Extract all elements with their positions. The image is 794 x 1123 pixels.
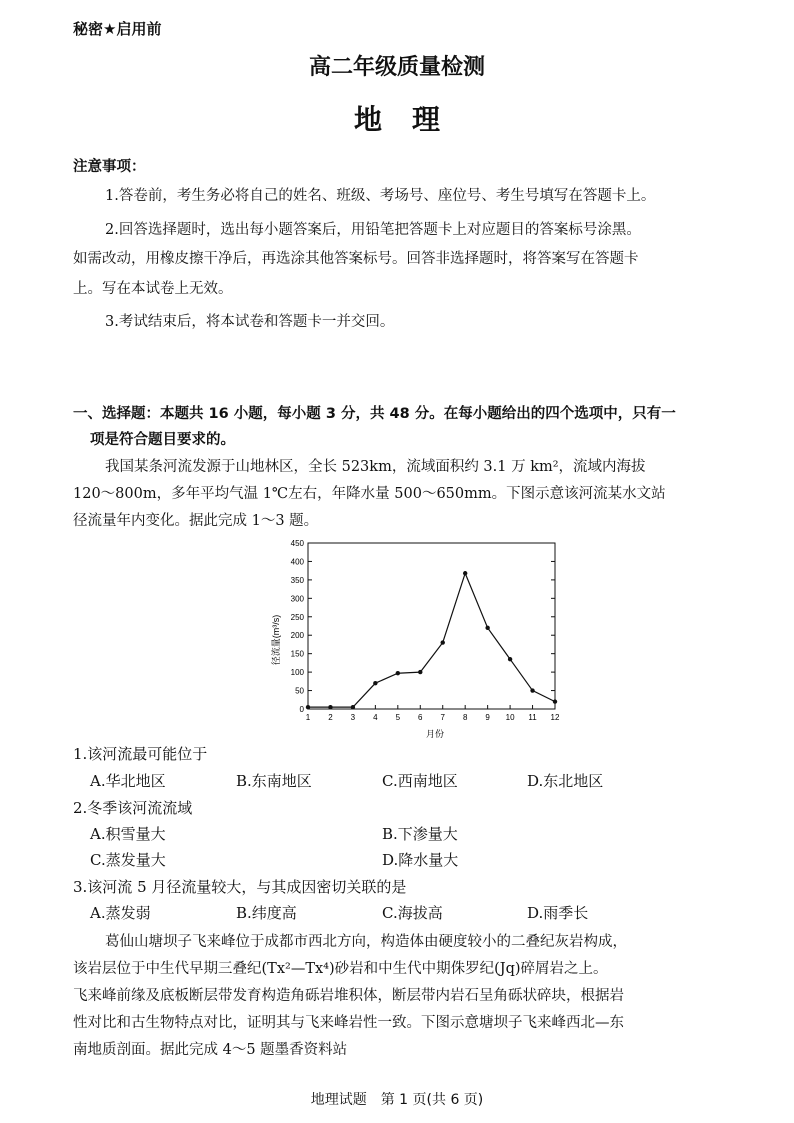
passage1-line-2: 120～800m，多年平均气温 1℃左右，年降水量 500～650mm。下图示意该河流某水文站 (73, 486, 666, 502)
runoff-data-point (553, 699, 557, 703)
y-tick-label: 100 (290, 668, 304, 678)
passage2-line-5: 南地质剖面。据此完成 4～5 题墨香资料站 (73, 1042, 348, 1058)
q3-option-a: A.蒸发弱 (90, 904, 151, 922)
chart-frame (308, 543, 555, 709)
section-heading-line-2: 项是符合题目要求的。 (90, 432, 235, 448)
runoff-data-point (508, 657, 512, 661)
passage2-line-3: 飞来峰前缘及底板断层带发育构造角砾岩堆积体，断层带内岩石呈角砾状碎块，根据岩 (73, 988, 624, 1004)
runoff-data-point (441, 640, 445, 644)
q3-option-b: B.纬度高 (236, 904, 297, 922)
x-tick-label: 10 (505, 713, 515, 722)
runoff-data-point (306, 705, 310, 709)
q3-option-c: C.海拔高 (382, 904, 443, 922)
x-tick-label: 5 (395, 713, 401, 722)
subject-title: 地理 (353, 103, 470, 136)
x-tick-label: 8 (462, 713, 468, 722)
notice-item-2-line-3: 上。写在本试卷上无效。 (73, 281, 233, 297)
x-tick-label: 2 (328, 713, 333, 722)
x-tick-label: 12 (550, 713, 560, 722)
runoff-chart (260, 535, 570, 740)
y-tick-label: 150 (290, 649, 304, 659)
y-tick-label: 300 (290, 594, 304, 604)
section-heading-line-1: 一、选择题：本题共 16 小题，每小题 3 分，共 48 分。在每小题给出的四个选项中，只有一 (73, 406, 676, 422)
runoff-data-point (328, 705, 332, 709)
q3-option-d: D.雨季长 (527, 904, 589, 922)
runoff-data-point (418, 670, 422, 674)
runoff-data-point (530, 688, 534, 692)
x-tick-label: 11 (528, 713, 537, 722)
notice-item-3: 3.考试结束后，将本试卷和答题卡一并交回。 (105, 314, 395, 330)
exam-title: 高二年级质量检测 (308, 55, 485, 80)
passage2-line-2: 该岩层位于中生代早期三叠纪(Tx²—Tx⁴)砂岩和中生代中期侏罗纪(Jq)碎屑岩之上。 (73, 961, 608, 977)
x-tick-label: 4 (373, 713, 378, 722)
q1-option-a: A.华北地区 (90, 772, 166, 790)
runoff-data-point (373, 681, 377, 685)
chart-x-label: 月份 (425, 729, 445, 739)
x-tick-label: 7 (440, 713, 445, 722)
notice-heading: 注意事项： (73, 159, 146, 175)
passage1-line-1: 我国某条河流发源于山地林区，全长 523km，流域面积约 3.1 万 km²，流域内海拔 (105, 459, 646, 475)
q1-option-c: C.西南地区 (382, 772, 458, 790)
runoff-data-point (396, 671, 400, 675)
runoff-data-point (351, 705, 355, 709)
page-footer: 地理试题 第 1 页(共 6 页) (310, 1092, 484, 1108)
x-tick-label: 1 (305, 713, 311, 722)
secret-label: 秘密★启用前 (73, 20, 162, 38)
x-tick-label: 3 (350, 713, 356, 722)
q1-stem: 1.该河流最可能位于 (73, 745, 208, 763)
runoff-data-point (485, 626, 489, 630)
q2-option-b: B.下渗量大 (382, 825, 458, 843)
q3-stem: 3.该河流 5 月径流量较大，与其成因密切关联的是 (73, 878, 407, 896)
y-tick-label: 350 (290, 575, 304, 585)
runoff-series-line (308, 573, 555, 707)
q1-option-b: B.东南地区 (236, 772, 312, 790)
q2-option-d: D.降水量大 (382, 851, 459, 869)
y-tick-label: 250 (290, 612, 304, 622)
q2-option-c: C.蒸发量大 (90, 851, 166, 869)
runoff-data-point (463, 571, 467, 575)
x-tick-label: 6 (418, 713, 423, 722)
notice-item-2-line-1: 2.回答选择题时，选出每小题答案后，用铅笔把答题卡上对应题目的答案标号涂黑。 (105, 222, 641, 238)
y-tick-label: 400 (290, 557, 304, 567)
chart-y-label: 径流量(m³/s) (271, 614, 281, 666)
y-tick-label: 50 (295, 686, 304, 696)
q2-stem: 2.冬季该河流流域 (73, 799, 193, 817)
y-tick-label: 450 (290, 539, 304, 548)
y-tick-label: 0 (299, 705, 304, 714)
q2-option-a: A.积雪量大 (90, 825, 166, 843)
notice-item-1: 1.答卷前，考生务必将自己的姓名、班级、考场号、座位号、考生号填写在答题卡上。 (105, 188, 656, 204)
passage2-line-1: 葛仙山塘坝子飞来峰位于成都市西北方向，构造体由硬度较小的二叠纪灰岩构成， (105, 934, 627, 950)
passage1-line-3: 径流量年内变化。据此完成 1～3 题。 (73, 513, 319, 529)
x-tick-label: 9 (485, 713, 490, 722)
notice-item-2-line-2: 如需改动，用橡皮擦干净后，再选涂其他答案标号。回答非选择题时，将答案写在答题卡 (73, 251, 639, 267)
q1-option-d: D.东北地区 (527, 772, 604, 790)
y-tick-label: 200 (290, 631, 304, 641)
passage2-line-4: 性对比和古生物特点对比，证明其与飞来峰岩性一致。下图示意塘坝子飞来峰西北—东 (73, 1015, 624, 1031)
